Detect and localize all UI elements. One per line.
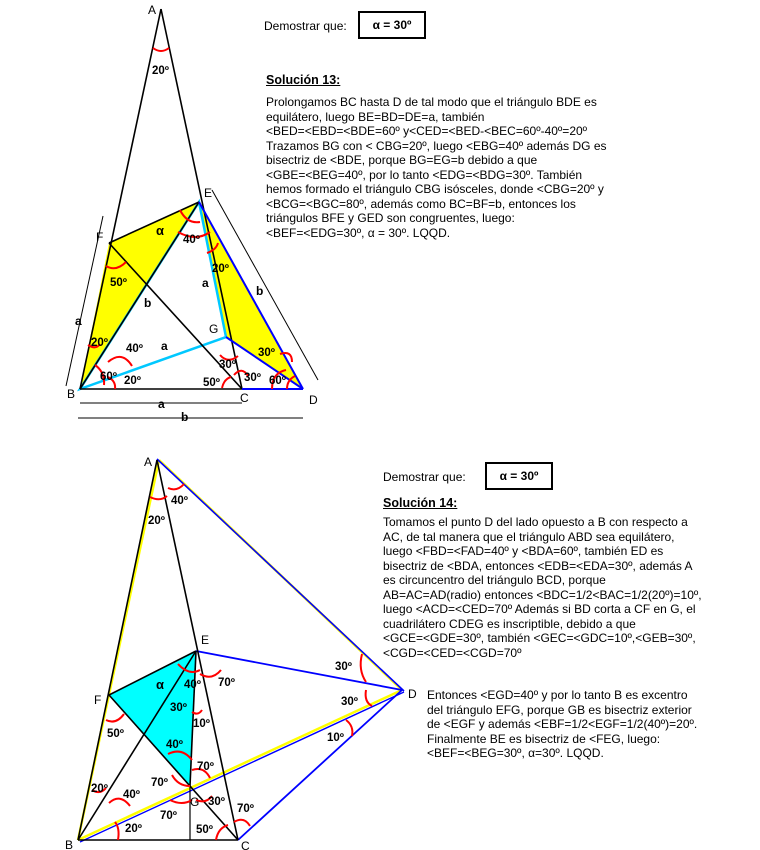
p13-vertex-a: A xyxy=(148,3,157,17)
p14-vertex-b: B xyxy=(65,838,74,850)
p14-angle-label: 10º xyxy=(327,732,344,744)
diagram-13 xyxy=(66,3,318,424)
p14-arc-f xyxy=(106,714,124,722)
p14-angle-label: 30º xyxy=(208,796,225,808)
p14-vertex-a: A xyxy=(144,455,153,469)
p14-angle-label: 20º xyxy=(91,783,108,795)
p14-arc-g4 xyxy=(170,800,192,803)
p13-angle-label: 30º xyxy=(258,347,275,359)
p14-angle-label: 20º xyxy=(125,823,142,835)
p14-angle-label: 40º xyxy=(171,495,188,507)
p14-arc-d3 xyxy=(346,720,352,736)
p14-angle-label: 70º xyxy=(237,803,254,815)
p14-heading: Solución 14: xyxy=(383,496,458,510)
p14-angle-label: 70º xyxy=(197,761,214,773)
p14-angle-label: 30º xyxy=(335,661,352,673)
p13-segment-label: b xyxy=(181,410,189,424)
p13-angle-label: 60º xyxy=(269,375,286,387)
p13-prompt: Demostrar que: xyxy=(264,19,347,33)
p13-arc-b2 xyxy=(108,357,132,366)
p14-angle-label: 40º xyxy=(166,739,183,751)
p13-heading: Solución 13: xyxy=(266,73,341,87)
p14-paragraph-2: Entonces <EGD=40º y por lo tanto B es excentro del triángulo EFG, porque GB es bisectriz exterior de <EGF y además <EBF=1/2<EGF=1/2(40º)=20º. Finalmente BE es bisectriz de <FEG, luego: <BEF=<BEG=30º, α=30º. LQQD. xyxy=(427,688,698,760)
p13-vertex-b: B xyxy=(67,387,76,401)
p14-angle-label: 30º xyxy=(170,702,187,714)
p13-angle-label: α xyxy=(156,223,164,238)
p14-angle-label: 50º xyxy=(196,824,213,836)
p13-angle-label: 20º xyxy=(124,375,141,387)
p14-arc-d1 xyxy=(361,654,366,682)
p14-prompt: Demostrar que: xyxy=(383,470,466,484)
p14-angle-label: 40º xyxy=(123,789,140,801)
p14-goal: α = 30º xyxy=(499,469,539,483)
p13-line-ed xyxy=(199,202,303,389)
p14-angle-label: 30º xyxy=(341,696,358,708)
p13-angle-label: 40º xyxy=(126,343,143,355)
p14-angle-label: 50º xyxy=(107,728,124,740)
p13-line-ab xyxy=(80,9,161,389)
p14-vertex-e: E xyxy=(201,633,210,647)
p14-angle-label: 70º xyxy=(160,810,177,822)
p14-paragraph-1: Tomamos el punto D del lado opuesto a B con respecto a AC, de tal manera que el triángulo ABD sea equilátero, luego <FBD=<FAD=40º y <BDA=60º, también ED es bisectriz de <BDA, entonces <EDB=<EDA=30º, además A es circuncentro del triángulo BCD, porque AB=AC=AD(radio) entonces <BDC=1/2<BAC=1/2(20º)=10º, luego <ACD=<CED=70º Además si BD corta a CF en G, el cuadrilátero CDEG es inscriptible, debido a que <GCE=<GDE=30º, también <GEC=<GDC=10º,<GEB=30º, <CGD=<CED=<CGD=70º xyxy=(383,515,702,660)
p13-angle-label: 30º xyxy=(219,359,236,371)
p13-angle-label: 50º xyxy=(203,377,220,389)
p13-angle-label: 60º xyxy=(100,371,117,383)
diagram-14 xyxy=(65,455,417,850)
p13-line-ac xyxy=(161,9,242,389)
p13-vertex-c: C xyxy=(240,391,249,405)
p14-vertex-d: D xyxy=(408,687,417,701)
p14-arc-a2 xyxy=(168,484,184,489)
p13-segment-label: b xyxy=(144,296,152,310)
p13-segment-label: b xyxy=(256,284,264,298)
p14-angle-label: 20º xyxy=(148,515,165,527)
p14-vertex-g: G xyxy=(190,795,200,809)
p13-paragraph: Prolongamos BC hasta D de tal modo que el triángulo BDE es equilátero, luego BE=BD=DE=a, también <BED=<EBD=<BDE=60º y<CED=<BED-<BEC=60º-40º=20º Trazamos BG con < CBG=20º, luego <EBG=40º además DG es bisectriz de <BDE, porque BG=EG=b debido a que <GBE=<BEG=40º, por lo tanto <EDG=<BDG=30º. También hemos formado el triángulo CBG isósceles, donde <CBG=20º y <BCG=<BGC=80º, además como BC=BF=b, entonces los triángulos BFE y GED son congruentes, luego: <BEF=<EDG=30º, α = 30º. LQQD. xyxy=(266,95,607,240)
p13-angle-label: 20º xyxy=(152,65,169,77)
p13-vertex-f: F xyxy=(96,230,104,244)
p13-angle-label: 20º xyxy=(212,263,229,275)
p14-arc-c2 xyxy=(234,820,250,826)
p13-goal: α = 30º xyxy=(372,18,412,32)
p13-arc-a xyxy=(153,48,169,51)
p13-vertex-g: G xyxy=(209,322,219,336)
p13-vertex-d: D xyxy=(309,393,318,407)
p14-angle-label: 70º xyxy=(151,777,168,789)
p14-angle-label: 40º xyxy=(184,679,201,691)
p13-segment-label: a xyxy=(161,339,168,353)
p14-line-ac xyxy=(157,460,238,840)
p14-line-ab xyxy=(78,460,157,840)
p14-vertex-f: F xyxy=(94,693,102,707)
p13-angle-label: 20º xyxy=(91,337,108,349)
p14-blue-cd xyxy=(238,690,402,840)
p13-angle-label: 50º xyxy=(110,277,127,289)
p13-segment-label: a xyxy=(75,314,82,328)
p13-angle-label: 40º xyxy=(183,234,200,246)
p13-segment-label: a xyxy=(158,397,165,411)
p14-angle-label: α xyxy=(156,677,164,692)
p14-angle-label: 10º xyxy=(193,718,210,730)
p13-segment-label: a xyxy=(202,276,209,290)
p13-vertex-e: E xyxy=(204,186,213,200)
p13-angle-label: 30º xyxy=(244,372,261,384)
p13-arc-c1 xyxy=(222,377,231,388)
p14-angle-label: 70º xyxy=(218,677,235,689)
p14-vertex-c: C xyxy=(241,839,250,850)
